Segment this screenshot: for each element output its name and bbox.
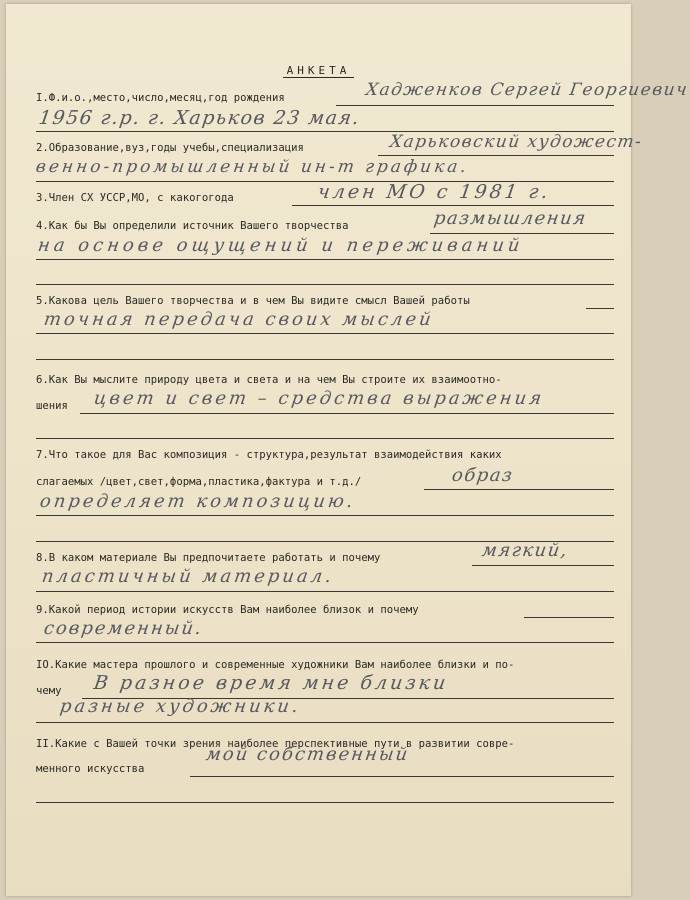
answer-line bbox=[524, 617, 614, 618]
answer-7-line-2: определяет композицию. bbox=[38, 491, 358, 512]
answer-line bbox=[36, 333, 614, 334]
answer-4-line-2: на основе ощущений и переживаний bbox=[36, 235, 526, 256]
questionnaire-sheet bbox=[6, 4, 690, 896]
answer-9: современный. bbox=[42, 618, 205, 639]
question-2-label: 2.Образование,вуз,годы учебы,специализация bbox=[36, 142, 304, 154]
answer-line bbox=[36, 359, 614, 360]
answer-line bbox=[36, 284, 614, 285]
answer-1-line-2: 1956 г.р. г. Харьков 23 мая. bbox=[37, 107, 362, 129]
answer-2-line-1: Харьковский художест- bbox=[388, 132, 644, 152]
answer-line bbox=[472, 565, 614, 566]
question-3-label: 3.Член СХ УССР,МО, с какогогода bbox=[36, 192, 234, 204]
answer-11: мой собственный bbox=[204, 744, 411, 765]
answer-line bbox=[36, 259, 614, 260]
answer-line bbox=[36, 802, 614, 803]
question-7-label-line-1: 7.Что такое для Вас композиция - структура,результат взаимодействия каких bbox=[36, 449, 502, 461]
question-10-label-line-2: чему bbox=[36, 685, 62, 697]
question-6-label-line-1: 6.Как Вы мыслите природу цвета и света и на чем Вы строите их взаимоотно- bbox=[36, 374, 502, 386]
answer-6: цвет и свет – средства выражения bbox=[92, 388, 546, 409]
question-8-label: 8.В каком материале Вы предпочитаете работать и почему bbox=[36, 552, 381, 564]
question-7-label-line-2: слагаемых /цвет,свет,форма,пластика,фактура и т.д./ bbox=[36, 476, 362, 488]
answer-2-line-2: венно-промышленный ин-т графика. bbox=[34, 157, 471, 177]
answer-line bbox=[36, 438, 614, 439]
form-title: АНКЕТА bbox=[6, 64, 631, 77]
answer-line bbox=[292, 205, 614, 206]
answer-8-line-1: мягкий, bbox=[480, 540, 570, 561]
answer-line bbox=[190, 776, 614, 777]
answer-line bbox=[424, 489, 614, 490]
answer-line bbox=[586, 308, 614, 309]
answer-7-line-1: образ bbox=[450, 465, 515, 486]
question-11-label-line-2: менного искусства bbox=[36, 763, 145, 775]
question-1-label: I.Ф.и.о.,место,число,месяц,год рождения bbox=[36, 92, 285, 104]
answer-4-line-1: размышления bbox=[432, 208, 589, 229]
question-9-label: 9.Какой период истории искусств Вам наиболее близок и почему bbox=[36, 604, 419, 616]
answer-line bbox=[430, 233, 614, 234]
answer-10-line-1: В разное время мне близки bbox=[92, 672, 450, 694]
answer-line bbox=[36, 591, 614, 592]
question-5-label: 5.Какова цель Вашего творчества и в чем Вы видите смысл Вашей работы bbox=[36, 295, 470, 307]
answer-5: точная передача своих мыслей bbox=[42, 309, 436, 330]
answer-1-line-1: Хадженков Сергей Георгиевич bbox=[364, 80, 690, 100]
answer-line bbox=[336, 105, 614, 106]
question-4-label: 4.Как бы Вы определили источник Вашего творчества bbox=[36, 220, 349, 232]
question-11-label-line-1: II.Какие с Вашей точки зрения наиболее перспективные пути в развитии совре- bbox=[36, 738, 515, 750]
answer-line bbox=[80, 413, 614, 414]
answer-8-line-2: пластичный материал. bbox=[40, 566, 336, 587]
answer-line bbox=[36, 722, 614, 723]
answer-3: член МО с 1981 г. bbox=[316, 181, 553, 203]
question-10-label-line-1: IO.Какие мастера прошлого и современные художники Вам наиболее близки и по- bbox=[36, 659, 515, 671]
answer-line bbox=[36, 515, 614, 516]
answer-line bbox=[36, 642, 614, 643]
question-6-label-line-2: шения bbox=[36, 400, 68, 412]
answer-line bbox=[378, 155, 614, 156]
answer-10-line-2: разные художники. bbox=[58, 696, 303, 717]
